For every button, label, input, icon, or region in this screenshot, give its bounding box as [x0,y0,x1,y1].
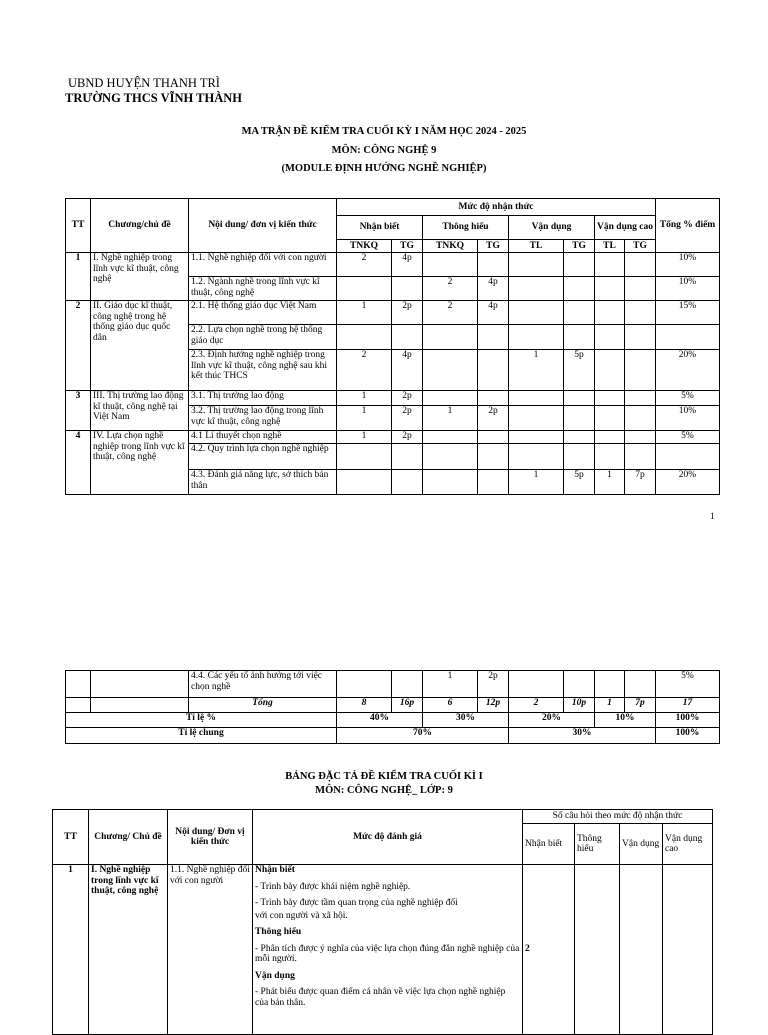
spec-col-criteria: Mức độ đánh giá [253,810,523,865]
totals-row [66,698,720,713]
value-cell [509,277,564,301]
value-cell [509,253,564,277]
value-cell [478,444,509,470]
spec-title: BẢNG ĐẶC TẢ ĐỀ KIỂM TRA CUỐI KÌ I [285,771,483,782]
spec-col-content: Nội dung/ Đơn vị kiến thức [168,810,253,865]
value-cell [595,277,625,301]
org-line2: TRƯỜNG THCS VĨNH THÀNH [65,91,243,105]
spec-table [52,809,713,1035]
value-cell [423,325,478,350]
value-cell [423,253,478,277]
value-cell [509,325,564,350]
value-cell [595,391,625,406]
col-total: Tổng % điểm [656,199,720,253]
sub-tg: TG [564,240,595,253]
value-cell [625,444,656,470]
value-cell [595,301,625,325]
content-cell: 1.2. Ngành nghề trong lĩnh vực kĩ thuật, công nghệ [189,277,337,301]
value-cell [625,325,656,350]
content-cell: 2.2. Lựa chọn nghề trong hệ thống giáo dục [189,325,337,350]
spec-content-cell: 1.1. Nghề nghiệp đối với con người [168,865,253,1035]
value-cell: 2p [392,406,423,431]
overall-cell: 30% [509,728,656,744]
ratio-row [66,713,720,728]
percent-cell: 20% [656,470,720,495]
value-cell [564,277,595,301]
value-cell [337,444,392,470]
total-cell: 17 [656,698,720,713]
value-cell [478,431,509,444]
value-cell: 2 [423,301,478,325]
content-cell: 2.3. Định hướng nghề nghiệp trong lĩnh vực kĩ thuật, công nghệ sau khi kết thúc THCS [189,350,337,391]
value-cell [392,470,423,495]
value-cell [595,444,625,470]
total-cell: 2 [509,698,564,713]
spec-col-count: Số câu hỏi theo mức độ nhận thức [523,810,713,824]
value-cell [392,325,423,350]
value-cell: 4p [392,350,423,391]
percent-cell: 15% [656,301,720,325]
overall-label: Tỉ lệ chung [66,728,337,744]
value-cell: 1 [337,301,392,325]
doc-title: MA TRẬN ĐỀ KIỂM TRA CUỐI KỲ I NĂM HỌC 2024 - 2025 [241,126,527,137]
value-cell [595,431,625,444]
value-cell [423,444,478,470]
percent-cell [656,325,720,350]
value-cell [423,431,478,444]
value-cell [478,253,509,277]
content-cell: 3.1. Thị trường lao động [189,391,337,406]
totals-label: Tổng [189,698,337,713]
value-cell [337,277,392,301]
value-cell: 7p [625,470,656,495]
value-cell: 2 [337,350,392,391]
ratio-label: Tỉ lệ % [66,713,337,728]
total-cell: 8 [337,698,392,713]
criteria-item: - Trình bày được khái niệm nghề nghiệp. [255,881,411,892]
value-cell [392,444,423,470]
col-level: Mức độ nhận thức [337,199,656,216]
percent-cell: 10% [656,253,720,277]
col-chapter: Chương/chủ đề [91,199,189,253]
spec-tt-cell: 1 [53,865,89,1035]
spec-col-chapter: Chương/ Chủ đề [89,810,168,865]
value-cell: 1 [337,406,392,431]
value-cell [423,470,478,495]
ratio-cell: 10% [595,713,656,728]
page-number: 1 [710,511,715,521]
criteria-item: - Phát biểu được quan điểm cá nhân về việc lựa chọn nghề nghiệp của bản thân. [255,987,506,1008]
value-cell: 1 [337,431,392,444]
table-row [66,301,720,325]
total-cell: 12p [478,698,509,713]
percent-cell: 20% [656,350,720,391]
value-cell: 4p [478,301,509,325]
spec-col-tt: TT [53,810,89,865]
value-cell [478,391,509,406]
value-cell: 2p [478,406,509,431]
value-cell [625,301,656,325]
tt-cell: 4 [66,431,91,495]
content-cell: 2.1. Hệ thống giáo dục Việt Nam [189,301,337,325]
value-cell [625,253,656,277]
value-cell [595,350,625,391]
value-cell: 4p [392,253,423,277]
doc-module: (MODULE ĐỊNH HƯỚNG NGHỀ NGHIỆP) [281,163,487,174]
sub-tg: TG [392,240,423,253]
value-cell [564,406,595,431]
value-cell: 1 [509,350,564,391]
value-cell [478,325,509,350]
table-row [66,391,720,406]
col-apply: Vận dụng [509,216,595,240]
table-row [66,431,720,444]
value-cell [625,350,656,391]
ratio-cell: 100% [656,713,720,728]
sub-tnkq: TNKQ [423,240,478,253]
value-cell: 2p [392,301,423,325]
tt-cell: 2 [66,301,91,391]
spec-sub-th: Thông hiểu [575,824,620,865]
sub-tl: TL [509,240,564,253]
table-row [53,865,713,1035]
value-cell [478,470,509,495]
org-line1: UBND HUYỆN THANH TRÌ [68,76,220,90]
table-row [66,671,720,698]
spec-count-nb: 2 [523,865,575,1035]
percent-cell: 5% [656,671,720,698]
content-cell: 4.3. Đánh giá năng lực, sở thích bản thân [189,470,337,495]
value-cell: 4p [478,277,509,301]
matrix-continuation-table [65,670,720,744]
sub-tg: TG [478,240,509,253]
col-content: Nội dung/ đơn vị kiến thức [189,199,337,253]
value-cell [564,325,595,350]
value-cell [509,406,564,431]
value-cell [423,350,478,391]
value-cell [509,301,564,325]
doc-subject: MÔN: CÔNG NGHỆ 9 [331,145,437,156]
content-cell: 4.4. Các yếu tố ảnh hưởng tới việc chọn nghề [189,671,337,698]
content-cell: 3.2. Thị trường lao động trong lĩnh vực kĩ thuật, công nghệ [189,406,337,431]
overall-cell: 100% [656,728,720,744]
percent-cell: 5% [656,431,720,444]
col-apply-high: Vận dụng cao [595,216,656,240]
value-cell: 2 [337,253,392,277]
value-cell: 1 [423,671,478,698]
col-understand: Thông hiểu [423,216,509,240]
value-cell [564,253,595,277]
tt-cell: 3 [66,391,91,431]
total-cell: 10p [564,698,595,713]
value-cell [509,444,564,470]
percent-cell: 10% [656,406,720,431]
value-cell [564,431,595,444]
value-cell: 5p [564,470,595,495]
value-cell [595,406,625,431]
sub-tnkq: TNKQ [337,240,392,253]
value-cell: 2p [392,431,423,444]
ratio-cell: 20% [509,713,595,728]
chapter-cell: II. Giáo dục kĩ thuật, công nghệ trong hệ thống giáo dục quốc dân [91,301,189,391]
value-cell [564,301,595,325]
content-cell: 4.2. Quy trình lựa chọn nghề nghiệp [189,444,337,470]
value-cell: 2p [392,391,423,406]
value-cell [564,391,595,406]
percent-cell: 5% [656,391,720,406]
value-cell [478,350,509,391]
col-recognize: Nhận biết [337,216,423,240]
value-cell [625,391,656,406]
spec-sub-vd: Vận dụng [620,824,663,865]
value-cell [337,470,392,495]
total-cell: 7p [625,698,656,713]
value-cell: 2p [478,671,509,698]
overall-row [66,728,720,744]
value-cell [625,431,656,444]
sub-tg: TG [625,240,656,253]
criteria-heading: Thông hiểu [255,927,302,937]
total-cell: 1 [595,698,625,713]
chapter-cell: IV. Lựa chọn nghề nghiệp trong lĩnh vực kĩ thuật, công nghệ [91,431,189,495]
value-cell [564,444,595,470]
criteria-heading: Vận dụng [255,970,295,981]
content-cell: 4.1 Lí thuyết chọn nghề [189,431,337,444]
content-cell: 1.1. Nghề nghiệp đối với con người [189,253,337,277]
ratio-cell: 40% [337,713,423,728]
spec-sub-nb: Nhận biết [523,824,575,865]
value-cell: 1 [337,391,392,406]
chapter-cell: III. Thị trường lao động kĩ thuật, công nghệ tại Việt Nam [91,391,189,431]
percent-cell [656,444,720,470]
criteria-heading: Nhận biết [255,865,295,875]
value-cell: 5p [564,350,595,391]
sub-tl: TL [595,240,625,253]
chapter-cell: I. Nghề nghiệp trong lĩnh vực kĩ thuật, công nghệ [91,253,189,301]
table-row [66,253,720,277]
value-cell [595,253,625,277]
value-cell [337,325,392,350]
criteria-item: với con người và xã hội. [255,910,348,921]
spec-sub-vdc: Vận dụng cao [663,824,713,865]
spec-chapter-cell: I. Nghề nghiệp trong lĩnh vực kĩ thuật, công nghệ [89,865,168,1035]
matrix-table [65,198,720,495]
spec-criteria-cell [253,865,523,1035]
value-cell [509,391,564,406]
value-cell [509,431,564,444]
value-cell [392,277,423,301]
value-cell [595,325,625,350]
value-cell [625,406,656,431]
value-cell: 1 [509,470,564,495]
overall-cell: 70% [337,728,509,744]
criteria-item: - Phân tích được ý nghĩa của việc lựa chọn đúng đắn nghề nghiệp của mỗi người. [255,943,520,964]
col-tt: TT [66,199,91,253]
value-cell: 1 [595,470,625,495]
total-cell: 6 [423,698,478,713]
value-cell [625,277,656,301]
spec-subject: MÔN: CÔNG NGHỆ_ LỚP: 9 [315,785,453,796]
criteria-item: - Trình bày được tầm quan trọng của nghề nghiệp đối [255,898,458,908]
value-cell [423,391,478,406]
percent-cell: 10% [656,277,720,301]
tt-cell: 1 [66,253,91,301]
value-cell: 1 [423,406,478,431]
ratio-cell: 30% [423,713,509,728]
value-cell: 2 [423,277,478,301]
total-cell: 16p [392,698,423,713]
